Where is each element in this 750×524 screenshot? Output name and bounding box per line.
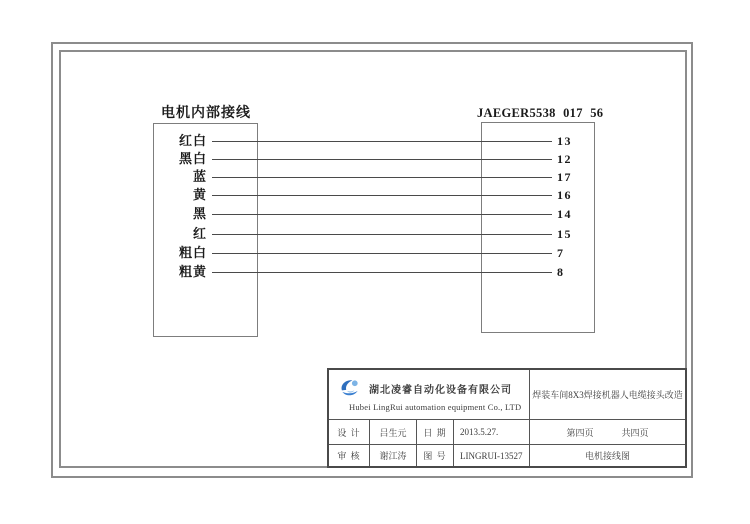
company-header <box>339 378 512 399</box>
sheet-title: 电机接线图 <box>584 451 630 461</box>
drawing-no-value: LINGRUI-13527 <box>454 445 530 466</box>
wire-pin-number: 14 <box>557 207 572 221</box>
wire-pin-number: 8 <box>557 265 565 279</box>
company-name-en: Hubei LingRui automation equipment Co., LTD <box>349 401 522 412</box>
page-total: 共四页 <box>621 427 649 438</box>
date-label: 日 期 <box>417 420 454 445</box>
wire-pin-number: 12 <box>557 152 572 166</box>
project-title: 焊装车间8X3焊接机器人电缆接头改造 <box>530 370 685 420</box>
company-cell <box>329 370 530 420</box>
wire-pin-number: 17 <box>557 170 572 184</box>
wire-label: 红 <box>192 226 207 241</box>
review-label: 审 核 <box>329 445 370 466</box>
reviewer-name: 谢江涛 <box>370 445 417 466</box>
wire-label: 黄 <box>192 187 207 202</box>
right-connector-title: JAEGER5538 017 56 <box>477 106 604 120</box>
page-info <box>530 420 685 445</box>
wire-label: 红白 <box>178 133 207 148</box>
date-value: 2013.5.27. <box>454 420 530 445</box>
wire-pin-number: 16 <box>557 188 572 202</box>
page-current: 第四页 <box>566 427 594 438</box>
wire-label: 粗白 <box>178 245 207 260</box>
drawing-no-label: 图 号 <box>417 445 454 466</box>
design-label: 设 计 <box>329 420 370 445</box>
company-name-cn: 湖北凌睿自动化设备有限公司 <box>369 384 512 396</box>
wire-label: 蓝 <box>192 169 207 184</box>
designer-name: 吕生元 <box>370 420 417 445</box>
motor-connector-box <box>153 123 258 337</box>
title-block <box>327 368 687 468</box>
left-connector-title: 电机内部接线 <box>161 106 251 121</box>
wire-pin-number: 7 <box>557 246 565 260</box>
wire-label: 黑 <box>192 206 207 221</box>
company-logo-icon <box>339 378 362 399</box>
wire-label: 粗黄 <box>178 264 207 279</box>
wire-label: 黑白 <box>178 151 207 166</box>
wire-pin-number: 15 <box>557 227 572 241</box>
wire-pin-number: 13 <box>557 134 572 148</box>
jaeger-connector-box <box>481 122 595 333</box>
